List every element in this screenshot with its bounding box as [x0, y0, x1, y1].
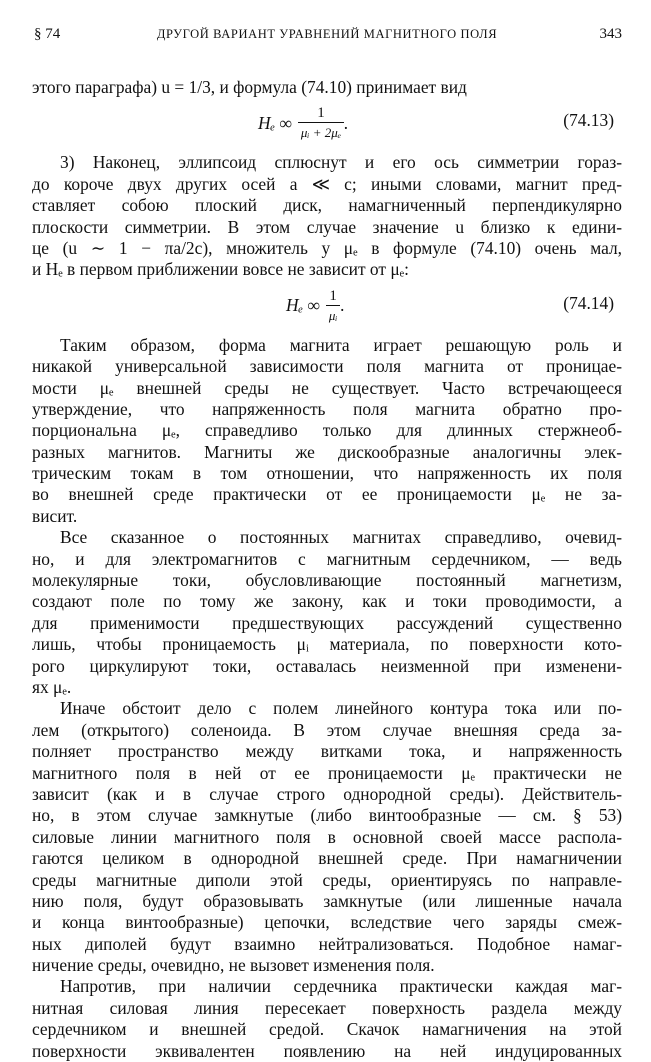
- equation-number: (74.14): [563, 292, 614, 313]
- text-line: 3) Наконец, эллипсоид сплюснут и его ось симметрии гораз-: [60, 152, 622, 173]
- paragraph-3: [32, 152, 622, 280]
- text-line: Напротив, при наличии сердечника практически каждая маг-: [60, 976, 622, 997]
- text-line: и Hₑ в первом приближении вовсе не зависит от μₑ:: [32, 259, 409, 280]
- text-line: Иначе обстоит дело с полем линейного контура тока или по-: [60, 698, 622, 719]
- text-line: сердечником и внешней средой. Скачок намагничения на этой: [32, 1019, 622, 1040]
- text-line: нию поля, будут образовывать замкнутые (или лишенные начала: [32, 890, 622, 911]
- text-line: Таким образом, форма магнита играет решающую роль и: [60, 334, 622, 355]
- formula-lhs: Hₑ ∞: [258, 112, 292, 133]
- text-line: плоскости симметрии. В этом случае значение u близко к едини-: [32, 216, 622, 237]
- text-line: поверхности эквивалентен появлению на ней индуцированных: [32, 1040, 622, 1061]
- text-line: висит.: [32, 505, 78, 526]
- paragraph-6: [32, 698, 622, 976]
- text-line: силовые линии магнитного поля в основной своей массе распола-: [32, 826, 622, 847]
- section-number: § 74: [34, 26, 61, 42]
- text-line: для применимости предшествующих рассуждений существенно: [32, 612, 622, 633]
- running-header: [32, 26, 622, 50]
- text-line: и конца винтообразные) цепочки, вследствие чего заряды смеж-: [32, 912, 622, 933]
- text-line: магнитного поля в ней от ее проницаемости μₑ практически не: [32, 762, 622, 783]
- text-line: среды магнитные диполи этой среды, ориентируясь по направле-: [32, 869, 622, 890]
- text-line: полняет пространство между витками тока, и напряженность: [32, 741, 622, 762]
- text-line: создают поле по тому же закону, как и токи проводимости, а: [32, 591, 622, 612]
- text-line: но, в этом случае замкнутые (либо винтообразные — см. § 53): [32, 805, 622, 826]
- book-page: [32, 26, 622, 1062]
- text-line: молекулярные токи, обусловливающие постоянный магнетизм,: [32, 570, 622, 591]
- text-line: ных диполей будут взаимно нейтрализоваться. Подобное намаг-: [32, 933, 622, 954]
- text-line: ях μₑ.: [32, 676, 72, 697]
- page-body: [32, 77, 622, 1062]
- page-number: 343: [599, 26, 622, 42]
- fraction-numerator: 1: [329, 287, 337, 304]
- text-line: рого циркулируют токи, оставалась неизменной при изменени-: [32, 655, 622, 676]
- paragraph-7: [32, 976, 622, 1062]
- text-line: мости μₑ внешней среды не существует. Часто встречающееся: [32, 377, 622, 398]
- text-line: Все сказанное о постоянных магнитах справедливо, очевид-: [60, 527, 622, 548]
- text-line: но, и для электромагнитов с магнитным сердечником, — ведь: [32, 548, 622, 569]
- text-line: трическим токам в том отношении, что напряженность их поля: [32, 463, 622, 484]
- text-line: гаются целиком в однородной внешней среде. При намагничении: [32, 848, 622, 869]
- text-line: никакой универсальной зависимости поля магнита от проницае-: [32, 356, 622, 377]
- text-line: ставляет собою плоский диск, намагниченный перпендикулярно: [32, 195, 622, 216]
- text-line: нитная силовая линия пересекает поверхность раздела между: [32, 997, 622, 1018]
- text-line: до короче двух других осей a ≪ c; иными словами, магнит пред-: [32, 173, 622, 194]
- text-line: этого параграфа) u = 1/3, и формула (74.10) принимает вид: [32, 77, 467, 97]
- text-line: це (u ∼ 1 − πa/2c), множитель у μₑ в формуле (74.10) очень мал,: [32, 237, 622, 258]
- formula: Hₑ ∞ $\frac{1}{\text{μᵢ}}$ .: [286, 287, 345, 323]
- paragraph-4: [32, 335, 622, 528]
- equation-74-13: [32, 98, 622, 152]
- fraction-denominator: μᵢ + 2μₑ: [298, 122, 344, 142]
- text-line: утверждение, что напряженность поля магнита обратно про-: [32, 398, 622, 419]
- fraction: [298, 104, 344, 142]
- fraction: [326, 287, 341, 325]
- running-title: ДРУГОЙ ВАРИАНТ УРАВНЕНИЙ МАГНИТНОГО ПОЛЯ: [156, 27, 498, 41]
- text-line: лем (открытого) соленоида. В этом случае внешняя среда за-: [32, 719, 622, 740]
- text-line: зависит (как и в случае строго однородной среды). Действитель-: [32, 783, 622, 804]
- fraction-numerator: 1: [317, 105, 325, 122]
- equation-number: (74.13): [563, 110, 614, 131]
- formula-lhs: Hₑ ∞: [286, 295, 320, 316]
- text-line: лишь, чтобы проницаемость μᵢ материала, по поверхности кото-: [32, 634, 622, 655]
- fraction-denominator: μᵢ: [326, 305, 341, 325]
- formula: Hₑ ∞ $\frac{1}{\text{μᵢ + 2μₑ}}$ .: [258, 105, 349, 141]
- equation-74-14: [32, 281, 622, 335]
- text-line: ничение среды, очевидно, не вызовет изменения поля.: [32, 955, 435, 976]
- paragraph-5: [32, 527, 622, 698]
- text-line: порциональна μₑ, справедливо только для длинных стержнеоб-: [32, 420, 622, 441]
- text-line: разных магнитов. Магниты же дискообразные аналогичны элек-: [32, 441, 622, 462]
- text-line: во внешней среде практически от ее проницаемости μₑ не за-: [32, 484, 622, 505]
